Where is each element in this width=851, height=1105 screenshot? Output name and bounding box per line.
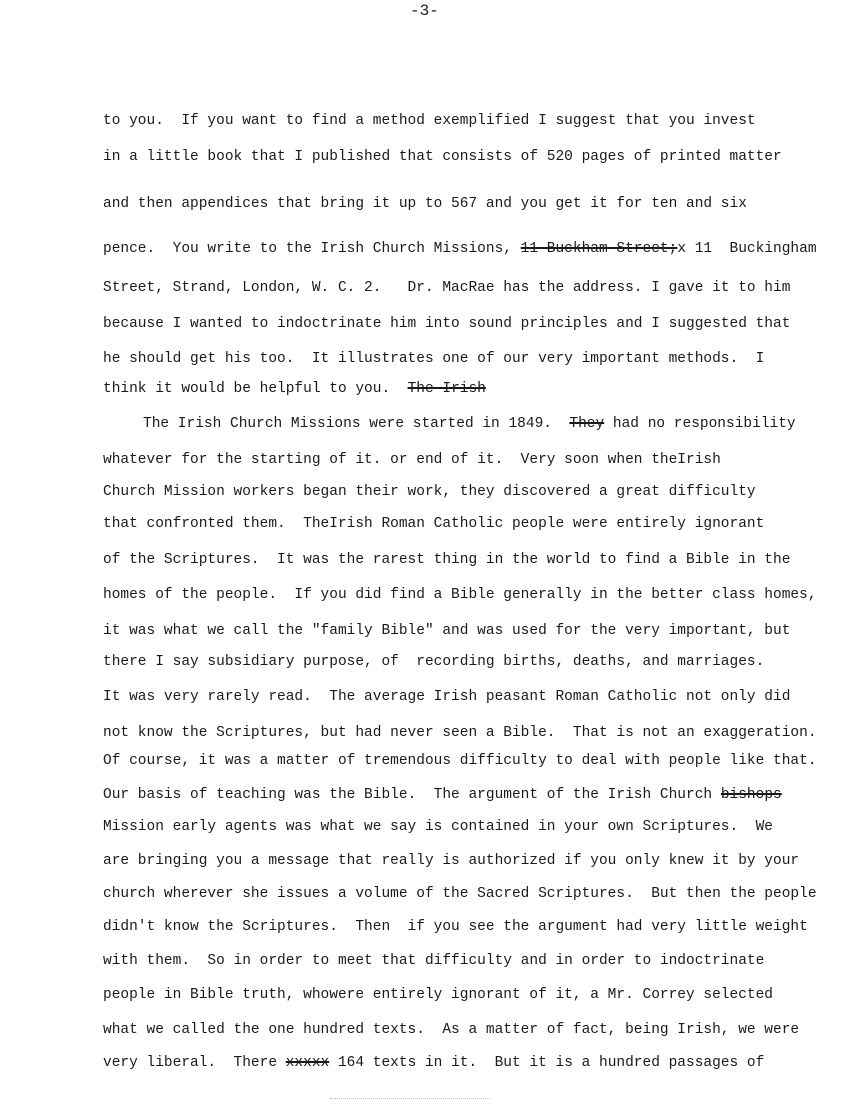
- text-segment: to you. If you want to find a method exemplified I suggest that you invest: [103, 113, 756, 129]
- text-line: [103, 351, 764, 367]
- text-segment: whatever for the starting of it. or end of it. Very soon when theIrish: [103, 452, 721, 468]
- text-line: [103, 196, 747, 212]
- text-segment: of the Scriptures. It was the rarest thing in the world to find a Bible in the: [103, 552, 791, 568]
- text-line: [103, 316, 790, 332]
- text-segment: It was very rarely read. The average Irish peasant Roman Catholic not only did: [103, 689, 791, 705]
- text-segment: didn't know the Scriptures. Then if you see the argument had very little weight: [103, 919, 808, 935]
- text-line: [103, 886, 817, 902]
- text-line: [103, 280, 790, 296]
- text-line: [103, 452, 721, 468]
- struck-text: 11 Buckham Street;: [520, 241, 678, 257]
- text-segment: he should get his too. It illustrates one of our very important methods. I: [103, 351, 765, 367]
- text-line: [143, 416, 796, 432]
- text-line: [103, 725, 817, 741]
- struck-text: They: [569, 416, 605, 432]
- text-segment: not know the Scriptures, but had never seen a Bible. That is not an exaggeration.: [103, 725, 817, 741]
- struck-text: The Irish: [407, 381, 486, 397]
- text-segment: pence. You write to the Irish Church Missions,: [103, 241, 521, 257]
- text-segment: Street, Strand, London, W. C. 2. Dr. MacRae has the address. I gave it to him: [103, 280, 791, 296]
- text-segment: in a little book that I published that consists of 520 pages of printed matter: [103, 149, 782, 165]
- text-line: [103, 654, 764, 670]
- text-segment: are bringing you a message that really is authorized if you only knew it by your: [103, 853, 800, 869]
- text-segment: very liberal. There: [103, 1055, 286, 1071]
- text-line: [103, 853, 799, 869]
- text-line: [103, 241, 817, 257]
- text-segment: x 11 Buckingham: [677, 241, 817, 257]
- text-segment: Mission early agents was what we say is contained in your own Scriptures. We: [103, 819, 774, 835]
- text-segment: that confronted them. TheIrish Roman Catholic people were entirely ignorant: [103, 516, 765, 532]
- text-segment: Of course, it was a matter of tremendous difficulty to deal with people like that.: [103, 753, 817, 769]
- text-segment: had no responsibility: [604, 416, 796, 432]
- text-line: [103, 113, 756, 129]
- text-segment: it was what we call the "family Bible" and was used for the very important, but: [103, 623, 791, 639]
- text-segment: church wherever she issues a volume of the Sacred Scriptures. But then the people: [103, 886, 817, 902]
- text-segment: people in Bible truth, whowere entirely ignorant of it, a Mr. Correy selected: [103, 987, 774, 1003]
- text-line: [103, 587, 817, 603]
- text-segment: think it would be helpful to you.: [103, 381, 408, 397]
- text-line: [103, 1055, 764, 1071]
- text-line: [103, 753, 817, 769]
- text-line: [103, 987, 773, 1003]
- text-segment: The Irish Church Missions were started in 1849.: [143, 416, 570, 432]
- text-line: [103, 689, 790, 705]
- text-line: [103, 516, 764, 532]
- text-segment: Church Mission workers began their work, they discovered a great difficulty: [103, 484, 756, 500]
- text-line: [103, 552, 790, 568]
- struck-text: bishops: [720, 787, 782, 803]
- text-line: [103, 1022, 799, 1038]
- text-segment: Our basis of teaching was the Bible. The argument of the Irish Church: [103, 787, 721, 803]
- text-line: [103, 484, 756, 500]
- text-segment: with them. So in order to meet that difficulty and in order to indoctrinate: [103, 953, 765, 969]
- bottom-rule: [330, 1098, 490, 1099]
- struck-text: xxxxx: [285, 1055, 330, 1071]
- text-segment: what we called the one hundred texts. As a matter of fact, being Irish, we were: [103, 1022, 800, 1038]
- text-segment: and then appendices that bring it up to 567 and you get it for ten and six: [103, 196, 747, 212]
- text-segment: there I say subsidiary purpose, of recording births, deaths, and marriages.: [103, 654, 765, 670]
- page-number: -3-: [410, 2, 439, 20]
- text-segment: homes of the people. If you did find a Bible generally in the better class homes,: [103, 587, 817, 603]
- text-line: [103, 623, 790, 639]
- text-line: [103, 953, 764, 969]
- text-line: [103, 919, 808, 935]
- text-segment: because I wanted to indoctrinate him into sound principles and I suggested that: [103, 316, 791, 332]
- text-line: [103, 381, 486, 397]
- text-line: [103, 149, 782, 165]
- text-line: [103, 787, 782, 803]
- text-segment: 164 texts in it. But it is a hundred passages of: [329, 1055, 765, 1071]
- text-line: [103, 819, 773, 835]
